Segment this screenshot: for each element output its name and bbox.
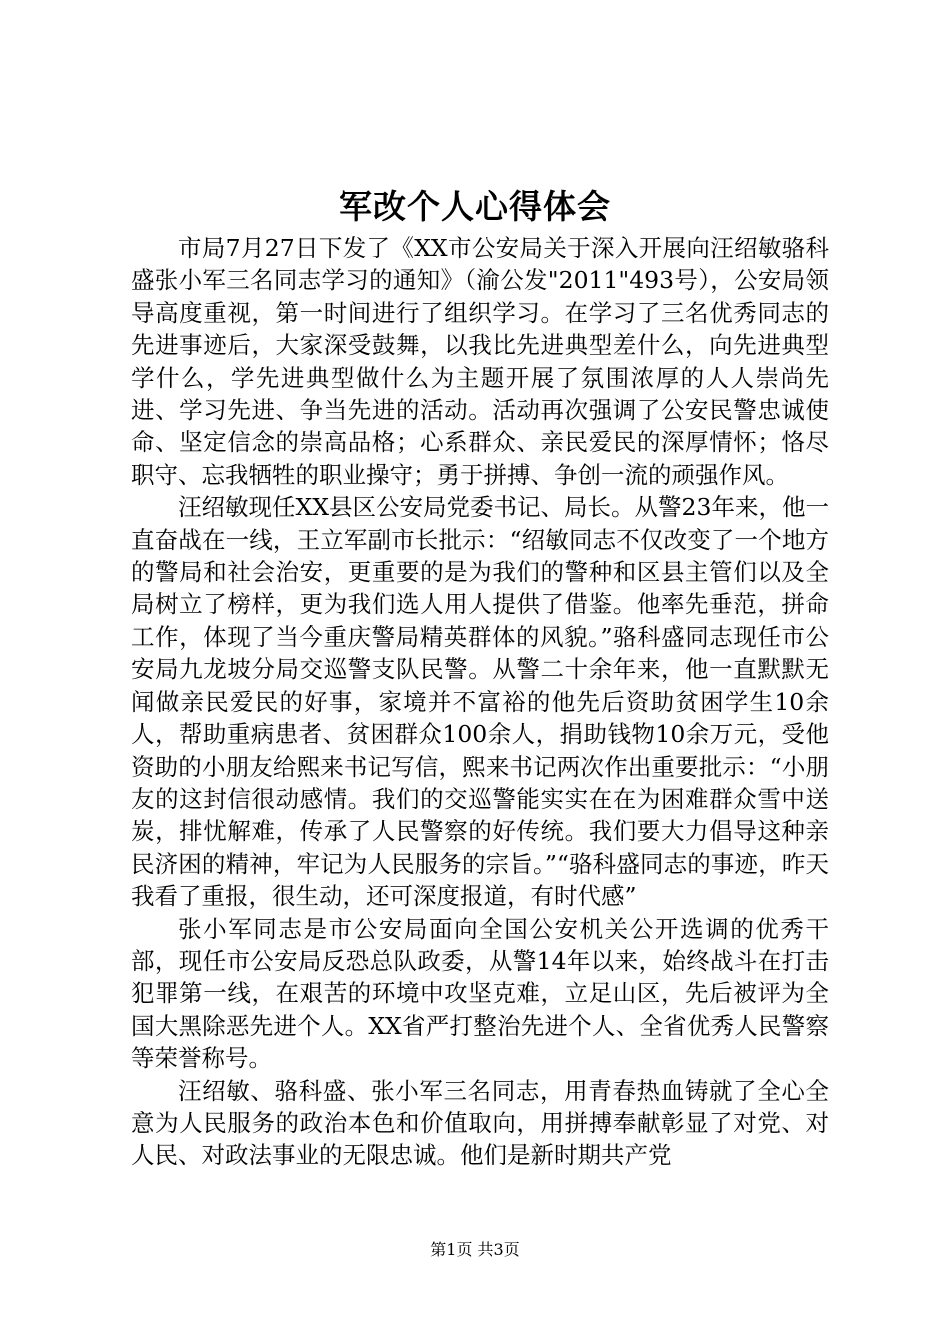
paragraph-4: 汪绍敏、骆科盛、张小军三名同志，用青春热血铸就了全心全意为人民服务的政治本色和价值取向，用拼搏奉献彰显了对党、对人民、对政法事业的无限忠诚。他们是新时期共产党: [131, 1076, 829, 1170]
page-number-footer: 第1页 共3页: [430, 1240, 520, 1259]
document-title: 军改个人心得体会: [339, 187, 611, 226]
document-body: [131, 232, 829, 1172]
paragraph-3: 张小军同志是市公安局面向全国公安机关公开选调的优秀干部，现任市公安局反恐总队政委，从警14年以来，始终战斗在打击犯罪第一线，在艰苦的环境中攻坚克难，立足山区，先后被评为全国大黑除恶先进个人。XX省严打整治先进个人、全省优秀人民警察等荣誉称号。: [131, 914, 829, 1073]
paragraph-2: 汪绍敏现任XX县区公安局党委书记、局长。从警23年来，他一直奋战在一线，王立军副市长批示：“绍敏同志不仅改变了一个地方的警局和社会治安，更重要的是为我们的警种和区县主管们以及全局树立了榜样，更为我们选人用人提供了借鉴。他率先垂范，拼命工作，体现了当今重庆警局精英群体的风貌。”骆科盛同志现任市公安局九龙坡分局交巡警支队民警。从警二十余年来，他一直默默无闻做亲民爱民的好事，家境并不富裕的他先后资助贫困学生10余人，帮助重病患者、贫困群众100余人，捐助钱物10余万元，受他资助的小朋友给熙来书记写信，熙来书记两次作出重要批示：“小朋友的这封信很动感情。我们的交巡警能实实在在为困难群众雪中送炭，排忧解难，传承了人民警察的好传统。我们要大力倡导这种亲民济困的精神，牢记为人民服务的宗旨。”“骆科盛同志的事迹，昨天我看了重报，很生动，还可深度报道，有时代感”: [131, 493, 829, 911]
paragraph-1: 市局7月27日下发了《XX市公安局关于深入开展向汪绍敏骆科盛张小军三名同志学习的通知》（渝公发"2011"493号），公安局领导高度重视，第一时间进行了组织学习。在学习了三名优秀同志的先进事迹后，大家深受鼓舞，以我比先进典型差什么，向先进典型学什么，学先进典型做什么为主题开展了氛围浓厚的人人崇尚先进、学习先进、争当先进的活动。活动再次强调了公安民警忠诚使命、坚定信念的崇高品格；心系群众、亲民爱民的深厚情怀；恪尽职守、忘我牺牲的职业操守；勇于拼搏、争创一流的顽强作风。: [131, 234, 829, 489]
